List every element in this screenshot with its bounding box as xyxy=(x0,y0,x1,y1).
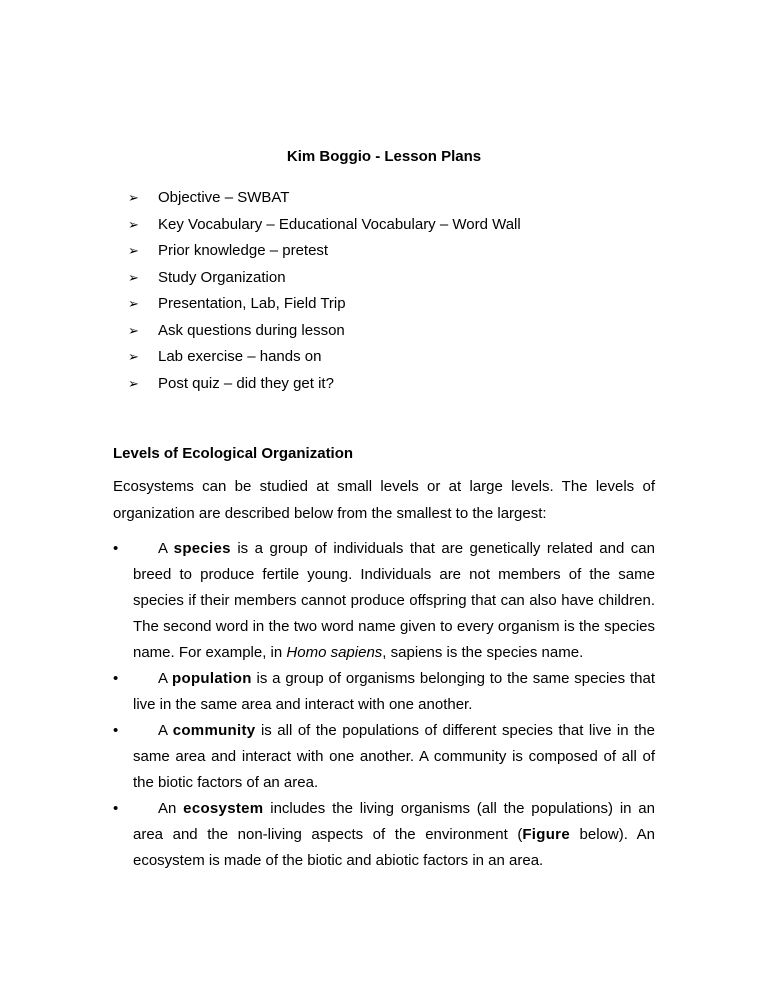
bullet-icon: • xyxy=(113,540,119,557)
arrow-bullet-icon: ➢ xyxy=(128,190,139,205)
arrow-bullet-icon: ➢ xyxy=(128,243,139,258)
intro-paragraph: Ecosystems can be studied at small levels or at large levels. The levels of organization are described below from the smallest to the largest: xyxy=(113,478,655,522)
list-item: ➢ Prior knowledge – pretest xyxy=(128,242,329,259)
arrow-bullet-icon: ➢ xyxy=(128,216,139,232)
list-item: ➢ Lab exercise – hands on xyxy=(128,348,322,365)
document-title: Kim Boggio - Lesson Plans xyxy=(286,148,482,165)
list-item: ➢ Presentation, Lab, Field Trip xyxy=(128,295,346,312)
list-item: ➢ Objective – SWBAT xyxy=(128,189,290,206)
arrow-bullet-icon: ➢ xyxy=(128,296,139,311)
arrow-bullet-icon: ➢ xyxy=(128,375,139,391)
section-heading: Levels of Ecological Organization xyxy=(113,445,354,462)
level-item-species: • A species is a group of individuals that are genetically related and can breed to produce fertile young. Individuals are not members of the same species if their members cannot produce offspring that can also have children. The second word in the two word name given to every organism is the species name. For example, in Homo sapiens, sapiens is the species name. xyxy=(113,536,655,666)
bullet-icon: • xyxy=(113,722,119,739)
list-item: ➢ Study Organization xyxy=(128,268,286,286)
list-item: ➢ Key Vocabulary – Educational Vocabulary – Word Wall xyxy=(128,215,521,233)
arrow-bullet-icon: ➢ xyxy=(128,269,139,285)
level-item-community: • A community is all of the populations of different species that live in the same area and interact with one another. A community is composed of all of the biotic factors of an area. xyxy=(113,718,655,796)
bullet-icon: • xyxy=(113,670,119,687)
level-item-population: • A population is a group of organisms belonging to the same species that live in the same area and interact with one another. xyxy=(113,666,655,718)
arrow-bullet-icon: ➢ xyxy=(128,349,139,364)
bullet-icon: • xyxy=(113,800,119,817)
list-item: ➢ Post quiz – did they get it? xyxy=(128,374,334,392)
levels-list xyxy=(113,536,655,874)
list-item: ➢ Ask questions during lesson xyxy=(128,321,345,339)
arrow-bullet-icon: ➢ xyxy=(128,322,139,338)
lesson-plan-list xyxy=(128,188,521,400)
level-item-ecosystem: • An ecosystem includes the living organisms (all the populations) in an area and the non-living aspects of the environment (Figure below). An ecosystem is made of the biotic and abiotic factors in an area. xyxy=(113,796,655,874)
